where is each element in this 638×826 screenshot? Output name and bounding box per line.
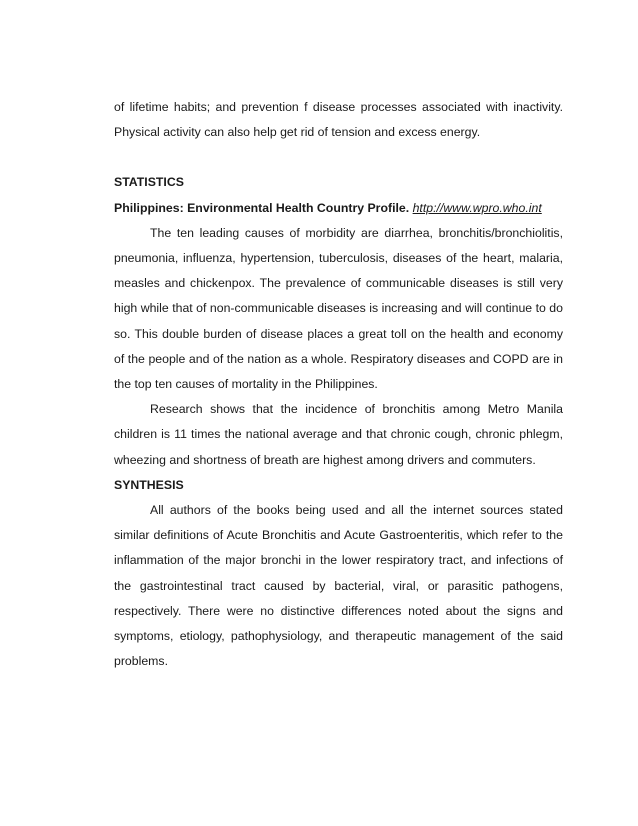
source-title: Philippines: Environmental Health Country Profile. [114,200,410,215]
statistics-heading: STATISTICS [114,175,184,190]
source-link[interactable]: http://www.wpro.who.int [412,200,542,215]
synthesis-paragraph: All authors of the books being used and all the internet sources stated similar definitions of Acute Bronchitis and Acute Gastroenteritis, which refer to the inflammation of the major bronchi in the lower respiratory tract, and infections of the gastrointestinal tract caused by bacterial, viral, or parasitic pathogens, respectively. There were no distinctive differences noted about the signs and symptoms, etiology, pathophysiology, and therapeutic management of the said problems. [114,503,563,669]
statistics-paragraph-1: The ten leading causes of morbidity are diarrhea, bronchitis/bronchiolitis, pneumonia, influenza, hypertension, tuberculosis, diseases of the heart, malaria, measles and chickenpox. The prevalence of communicable diseases is still very high while that of non-communicable diseases is increasing and will continue to do so. This double burden of disease places a great toll on the health and economy of the people and of the nation as a whole. Respiratory diseases and COPD are in the top ten causes of mortality in the Philippines. [114,225,563,392]
synthesis-heading: SYNTHESIS [114,477,184,492]
source-citation [114,196,563,221]
document-page [114,95,563,674]
intro-paragraph: of lifetime habits; and prevention f disease processes associated with inactivity. Physical activity can also help get rid of tension and excess energy. [114,100,563,140]
statistics-paragraph-2: Research shows that the incidence of bronchitis among Metro Manila children is 11 times the national average and that chronic cough, chronic phlegm, wheezing and shortness of breath are highest among drivers and commuters. [114,402,563,467]
